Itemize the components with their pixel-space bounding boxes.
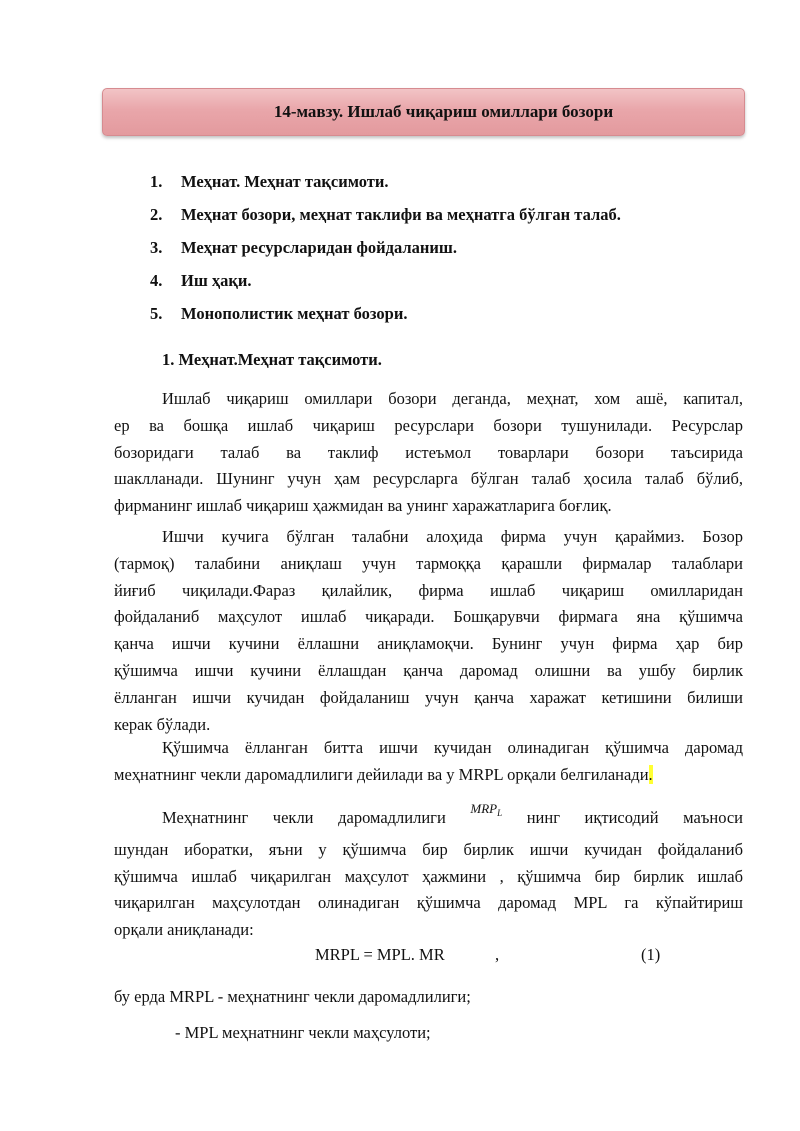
outline-item: 2. Меҳнат бозори, меҳнат таклифи ва меҳнатга бўлган талаб. — [150, 205, 621, 224]
outline-item: 3. Меҳнат ресурсларидан фойдаланиш. — [150, 238, 457, 257]
formula-separator: , — [495, 945, 500, 964]
outline-item-label: Меҳнат бозори, меҳнат таклифи ва меҳнатга бўлган талаб. — [181, 205, 621, 224]
topic-title-banner — [102, 88, 745, 136]
outline-item: 5. Монополистик меҳнат бозори. — [150, 304, 408, 323]
paragraph-labor-demand: Ишчи кучига бўлган талабни алоҳида фирма учун қараймиз. Бозор (тармоқ) талабини аниқлаш учун тармоққа қарашли фирмалар талаблари йиғиб чиқилади.Фараз қилайлик, фирма ишлаб чиқариш омилларидан фойдаланиб маҳсулот ишлаб чиқаради. Бошқарувчи фирмага яна қўшимча қанча ишчи кучини ёллашни аниқламоқчи. Бунинг учун фирма ҳар бир қўшимча ишчи кучини ёллашдан қанча даромад олишни ва ушбу бирлик ёлланган ишчи кучидан фойдаланиш учун қанча харажат кетишини билиши керак бўлади. — [114, 527, 743, 734]
outline-item-label: Меҳнат ресурсларидан фойдаланиш. — [181, 238, 457, 257]
paragraph-mrpl-definition: Қўшимча ёлланган битта ишчи кучидан олинадиган қўшимча даромад меҳнатнинг чекли даромадлилиги дейилади ва у MRPL орқали белгиланади. — [114, 738, 743, 784]
notation-line-mrpl: бу ерда MRPL - меҳнатнинг чекли даромадлилиги; — [114, 987, 471, 1006]
outline-item-label: Иш ҳақи. — [181, 271, 252, 290]
section-heading: 1. Меҳнат.Меҳнат тақсимоти. — [162, 350, 382, 369]
outline-item: 4. Иш ҳақи. — [150, 271, 252, 290]
topic-outline-list — [150, 172, 621, 337]
paragraph-factor-markets: Ишлаб чиқариш омиллари бозори деганда, меҳнат, хом ашё, капитал, ер ва бошқа ишлаб чиқариш ресурслари бозори тушунилади. Ресурслар бозоридаги талаб ва таклиф истеъмол товарлари бозори таъсирида шаклланади. Шунинг учун ҳам ресурсларга бўлган талаб ҳосила талаб бўлиб, фирманинг ишлаб чиқариш ҳажмидан ва унинг харажатларига боғлиқ. — [114, 389, 743, 516]
notation-line-mpl: - MPL меҳнатнинг чекли маҳсулоти; — [175, 1023, 431, 1042]
formula-number: (1) — [641, 945, 661, 964]
topic-title: 14-мавзу. Ишлаб чиқариш омиллари бозори — [273, 102, 614, 121]
highlighted-mark: . — [648, 764, 653, 784]
mrp-symbol: MRPL — [470, 801, 503, 818]
paragraph-mrpl-meaning: Меҳнатнинг чекли даромадлилиги $^{MRP_L}$ нинг иқтисодий маъноси шундан иборатки, яъни у қўшимча бир бирлик ишчи кучидан фойдаланиб қўшимча ишлаб чиқарилган маҳсулот ҳажмини , қўшимча бир бирлик ишлаб чиқарилган маҳсулотдан олинадиган қўшимча даромад MPL га кўпайтириш орқали аниқланади: — [114, 801, 744, 940]
outline-item-label: Монополистик меҳнат бозори. — [181, 304, 408, 323]
formula-expression: MRPL = MPL. MR — [315, 945, 445, 964]
outline-item: 1. Меҳнат. Меҳнат тақсимоти. — [150, 172, 389, 191]
outline-item-label: Меҳнат. Меҳнат тақсимоти. — [181, 172, 389, 191]
